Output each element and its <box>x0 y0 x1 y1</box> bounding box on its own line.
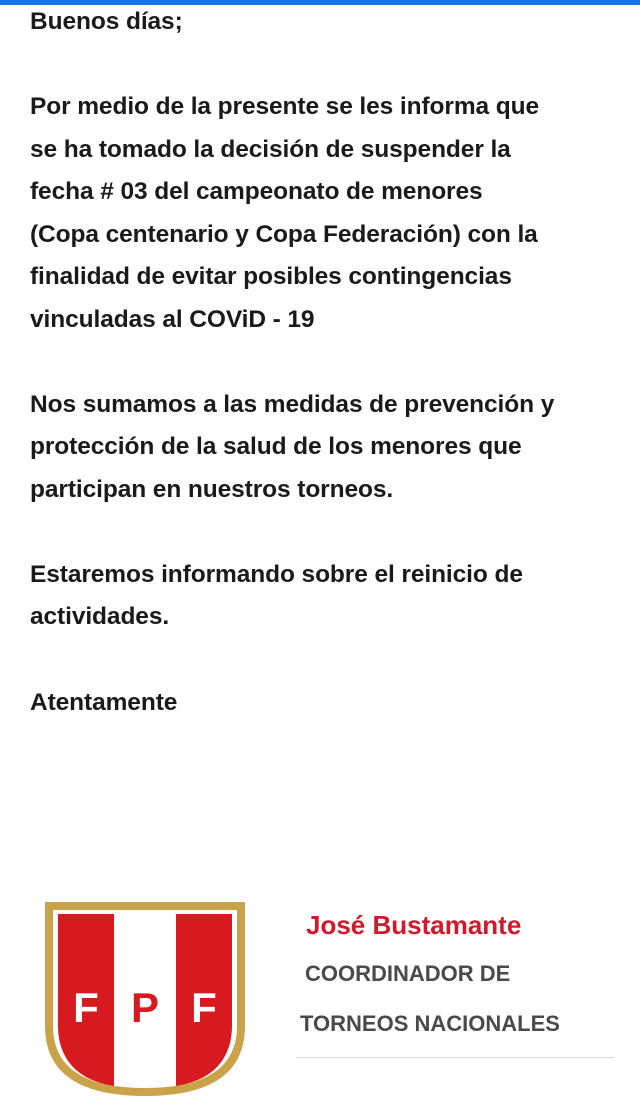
paragraph-prevention <box>30 384 620 512</box>
closing: Atentamente <box>30 688 178 716</box>
line: vinculadas al COViD - 19 <box>30 305 315 333</box>
line: protección de la salud de los menores que <box>30 433 522 460</box>
line: finalidad de evitar posibles contingencias <box>30 263 512 290</box>
line: participan en nuestros torneos. <box>30 475 394 503</box>
paragraph-restart <box>30 554 620 639</box>
crest-letter-2: P <box>130 984 160 1031</box>
crest-letter-3: F <box>191 984 217 1031</box>
greeting: Buenos días; <box>30 8 183 35</box>
signature-name: José Bustamante <box>306 910 522 940</box>
line: se ha tomado la decisión de suspender la <box>30 135 511 163</box>
paragraph-suspension <box>30 86 620 341</box>
line: actividades. <box>30 603 170 630</box>
fpf-crest-icon <box>42 896 248 1096</box>
message-body <box>30 0 620 724</box>
line: Estaremos informando sobre el reinicio de <box>30 560 523 588</box>
signature-role-line-2: TORNEOS NACIONALES <box>300 1011 560 1036</box>
signature-role-line-1: COORDINADOR DE <box>305 961 511 986</box>
line: fecha # 03 del campeonato de menores <box>30 178 483 205</box>
crest-letter-1: F <box>73 984 99 1031</box>
signature-divider <box>296 1057 614 1058</box>
line: (Copa centenario y Copa Federación) con la <box>30 220 538 248</box>
line: Nos sumamos a las medidas de prevención y <box>30 390 555 418</box>
line: Por medio de la presente se les informa que <box>30 93 540 120</box>
